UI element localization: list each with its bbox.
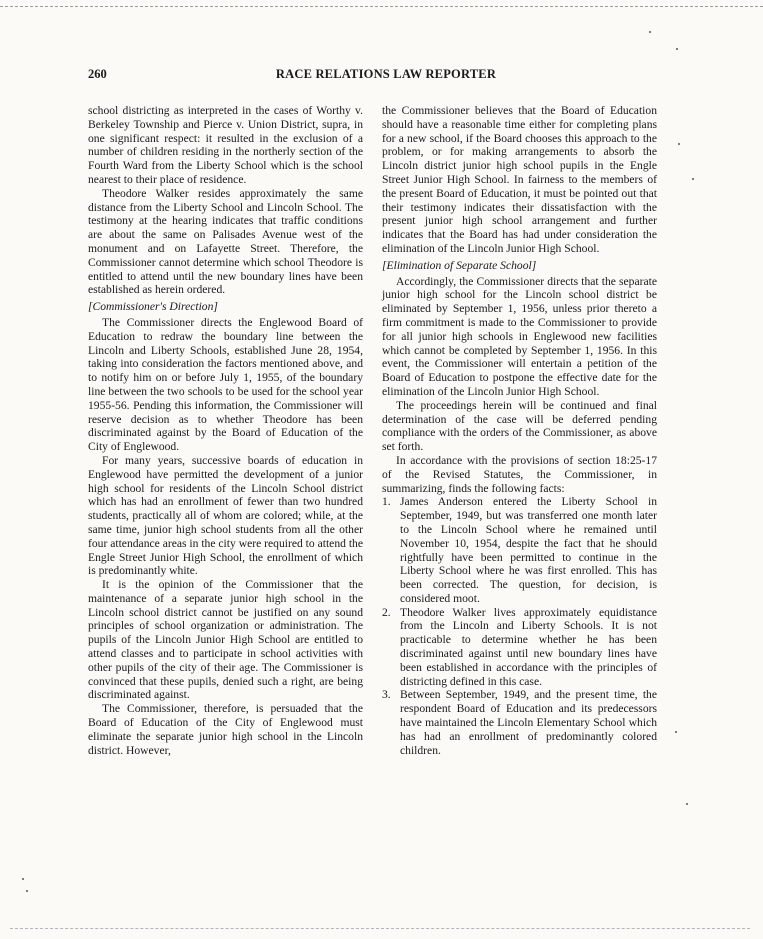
page-number: 260 bbox=[88, 67, 107, 81]
finding-text: Theodore Walker lives approximately equidistance from the Lincoln and Liberty Schools. It is not practicable to determine whether he has been discriminated against until new boundary lines have been established in accordance with the principles of districting defined in this case. bbox=[400, 605, 657, 688]
running-title: RACE RELATIONS LAW REPORTER bbox=[275, 67, 497, 81]
scan-speck bbox=[649, 31, 651, 33]
finding-item bbox=[382, 688, 657, 757]
paragraph: In accordance with the provisions of section 18:25-17 of the Revised Statutes, the Commissioner, in summarizing, finds the following facts: bbox=[382, 453, 657, 495]
paragraph: The Commissioner directs the Englewood Board of Education to redraw the boundary line between the Lincoln and Liberty Schools, established June 28, 1954, taking into consideration the factors mentioned above, and to notify him on or before July 1, 1955, of the boundary line between the two schools to be used for the school year 1955-56. Pending this information, the Commissioner will reserve decision as to whether Theodore has been discriminated against by the Board of Education of the City of Englewood. bbox=[88, 315, 363, 454]
paragraph: Accordingly, the Commissioner directs that the separate junior high school for the Lincoln school district be eliminated by September 1, 1956, unless prior thereto a firm commitment is made to the Commissioner to provide for all junior high schools in Englewood new facilities which cannot be completed by September 1, 1956. In this event, the Commissioner will entertain a petition of the Board of Education to postpone the effective date for the elimination of the Lincoln Junior High School. bbox=[382, 274, 657, 398]
finding-item bbox=[382, 606, 657, 689]
scan-speck bbox=[678, 143, 680, 145]
section-heading: [Elimination of Separate School] bbox=[382, 258, 537, 272]
finding-text: Between September, 1949, and the present time, the respondent Board of Education and its predecessors have maintained the Lincoln Elementary School which has had an enrollment of predominantly colored children. bbox=[400, 688, 657, 757]
scan-speck bbox=[692, 178, 694, 180]
scan-speck bbox=[22, 878, 24, 880]
scan-top-edge bbox=[0, 6, 763, 7]
finding-number: 2. bbox=[382, 605, 391, 619]
paragraph: The proceedings herein will be continued and final determination of the case will be deferred pending compliance with the orders of the Commissioner, as above set forth. bbox=[382, 398, 657, 454]
scan-speck bbox=[686, 803, 688, 805]
finding-number: 1. bbox=[382, 495, 391, 509]
paragraph: For many years, successive boards of education in Englewood have permitted the development of a junior high school for residents of the Lincoln School district which has had an enrollment of fewer than two hundred students, practically all of whom are colored; while, at the same time, junior high school students from all the other four attendance areas in the city were required to attend the Engle Street Junior High School, the enrollment of which is predominantly white. bbox=[88, 453, 363, 578]
right-column bbox=[382, 104, 657, 757]
finding-number: 3. bbox=[382, 688, 391, 702]
finding-text: James Anderson entered the Liberty School in September, 1949, but was transferred one month later to the Lincoln School where he remained until November 10, 1954, despite the fact that he should rightfully have been permitted to continue in the Liberty School where he was first enrolled. This has been corrected. The question, for decision, is considered moot. bbox=[400, 495, 657, 605]
section-heading: [Commissioner's Direction] bbox=[88, 300, 218, 314]
left-column bbox=[88, 104, 363, 757]
paragraph: Theodore Walker resides approximately the same distance from the Liberty School and Lincoln School. The testimony at the hearing indicates that traffic conditions are about the same on Palisades Avenue west of the monument and on Lafayette Street. Therefore, the Commissioner cannot determine which school Theodore is entitled to attend until the new boundary lines have been established as herein ordered. bbox=[88, 186, 363, 297]
scan-speck bbox=[676, 48, 678, 50]
findings-list bbox=[382, 495, 657, 757]
paragraph: It is the opinion of the Commissioner that the maintenance of a separate junior high school in the Lincoln school district cannot be justified on any sound principles of school organization or administration. The pupils of the Lincoln Junior High School are entitled to attend classes and to participate in school activities with other pupils of the city of their age. The Commissioner is convinced that these pupils, denied such a right, are being discriminated against. bbox=[88, 578, 363, 702]
scan-speck bbox=[26, 890, 28, 892]
paragraph: school districting as interpreted in the cases of Worthy v. Berkeley Township and Pierce v. Union District, supra, in one significant respect: it resulted in the exclusion of a number of children residing in the northerly section of the Fourth Ward from the Liberty School which is the school nearest to their place of residence. bbox=[88, 104, 363, 186]
scan-speck bbox=[675, 731, 677, 733]
paragraph: The Commissioner, therefore, is persuaded that the Board of Education of the City of Englewood must eliminate the separate junior high school in the Lincoln district. However, bbox=[88, 702, 363, 757]
finding-item bbox=[382, 495, 657, 605]
paragraph: the Commissioner believes that the Board of Education should have a reasonable time either for completing plans for a new school, if the Board chooses this approach to the problem, or for making arrangements to absorb the Lincoln district junior high school pupils in the Engle Street Junior High School. In fairness to the members of the present Board of Education, it must be pointed out that their testimony indicates their dissatisfaction with the present junior high school arrangement and further indicates that the Board has had under consideration the elimination of the Lincoln Junior High School. bbox=[382, 104, 657, 255]
page-header bbox=[88, 67, 684, 87]
scan-bottom-edge bbox=[10, 928, 750, 929]
